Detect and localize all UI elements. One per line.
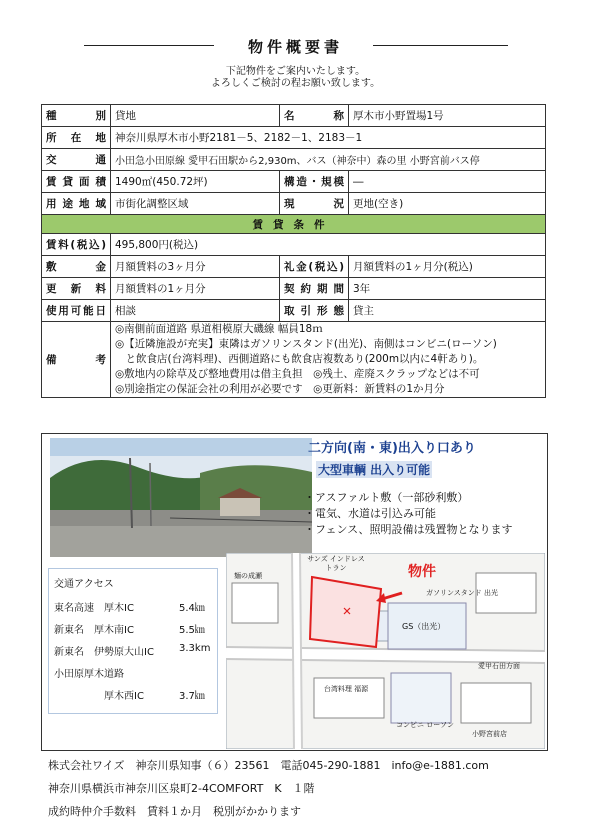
intro-line: 下記物件をご案内いたします。 (225, 66, 366, 77)
map-property-label: 物件 (408, 564, 436, 580)
name-label: 名称 (280, 105, 349, 127)
deposit-value: 月額賃料の3ヶ月分 (111, 256, 280, 278)
status-label: 現況 (280, 193, 349, 215)
map-gs-label: GS（出光） (402, 622, 446, 631)
feature-bullets (304, 490, 512, 538)
map-store-label: 麺の成瀬 (234, 572, 262, 580)
access-row-name: 小田原厚木道路 (54, 669, 124, 680)
map-direction-label: 愛甲石田方面 (478, 662, 520, 670)
rent-value: 495,800円(税込) (111, 234, 546, 256)
map-restaurant-label: サンズ インドレストラン (307, 555, 365, 572)
area-label: 賃貸面積 (42, 171, 111, 193)
area-value: 1490㎡(450.72坪) (111, 171, 280, 193)
period-value: 3年 (349, 278, 546, 300)
access-box (48, 568, 218, 714)
intro-line: よろしくご検討の程お願い致します。 (210, 78, 381, 89)
notes-label: 備考 (42, 322, 111, 398)
rent-label: 賃料(税込) (42, 234, 111, 256)
status-value: 更地(空き) (349, 193, 546, 215)
note-line: ◎【近隣施設が充実】東隣はガソリンスタンド(出光)、南側はコンビニ(ローソン) (115, 338, 497, 350)
type-value: 貸地 (111, 105, 280, 127)
zoning-value: 市街化調整区域 (111, 193, 280, 215)
deposit-label: 敷金 (42, 256, 111, 278)
access-row-dist: 5.5㎞ (179, 625, 205, 636)
transport-label: 交通 (42, 149, 111, 171)
table-row (42, 234, 546, 256)
note-line: ◎敷地内の除草及び整地費用は借主負担 ◎残土、産廃スクラップなどは不可 (115, 368, 480, 380)
feature-bullet: ・電気、水道は引込み可能 (304, 507, 436, 520)
location-label: 所在地 (42, 127, 111, 149)
access-title: 交通アクセス (54, 579, 114, 590)
section-header (42, 215, 546, 234)
access-row-dist: 5.4㎞ (179, 603, 205, 614)
transaction-label: 取引形態 (280, 300, 349, 322)
structure-value: ― (349, 171, 546, 193)
transaction-value: 貸主 (349, 300, 546, 322)
table-row (42, 322, 546, 398)
access-row-name: 新東名 厚木南IC (54, 625, 134, 636)
location-value: 神奈川県厚木市小野2181－5、2182－1、2183－1 (111, 127, 546, 149)
footer-company: 株式会社ワイズ 神奈川県知事（６）23561 電話045-290-1881 info@e-1881.com (48, 759, 489, 772)
site-photo (50, 438, 312, 557)
name-value: 厚木市小野置場1号 (349, 105, 546, 127)
renewal-value: 月額賃料の1ヶ月分 (111, 278, 280, 300)
access-row-dist: 3.3km (179, 643, 211, 654)
renewal-label: 更新料 (42, 278, 111, 300)
map-image (226, 553, 545, 749)
type-label: 種別 (42, 105, 111, 127)
feature-headline: 二方向(南・東)出入り口あり (308, 441, 476, 456)
zoning-label: 用途地域 (42, 193, 111, 215)
access-row-name: 厚木西IC (54, 691, 144, 702)
map-lawson-label: コンビニ ローソン (396, 721, 454, 729)
table-row (42, 105, 546, 127)
property-table (41, 104, 546, 398)
feature-bullet: ・フェンス、照明設備は残置物となります (304, 523, 513, 536)
table-row (42, 127, 546, 149)
feature-bullet: ・アスファルト敷（一部砂利敷） (304, 491, 469, 504)
terms-title: 賃貸条件 (42, 215, 546, 234)
note-line: ◎南側前面道路 県道相模原大磯線 幅員18ｍ (115, 323, 323, 335)
map-gas-label: ガソリンスタンド 出光 (426, 589, 499, 597)
access-row-name: 新東名 伊勢原大山IC (54, 647, 154, 658)
transport-value: 小田急小田原線 愛甲石田駅から2,930m、バス（神奈中）森の里 小野宮前バス停 (111, 149, 546, 171)
access-row-name: 東名高速 厚木IC (54, 603, 134, 614)
period-label: 契約期間 (280, 278, 349, 300)
title-area (0, 36, 591, 56)
notes-cell (111, 322, 546, 398)
note-line: ◎別途指定の保証会社の利用が必要です ◎更新料：新賃料の1か月分 (115, 383, 445, 395)
site-photo-image (50, 438, 312, 557)
available-label: 使用可能日 (42, 300, 111, 322)
available-value: 相談 (111, 300, 280, 322)
keymoney-value: 月額賃料の1ヶ月分(税込) (349, 256, 546, 278)
intro-text (0, 66, 591, 90)
site-map (226, 553, 545, 749)
structure-label: 構造・規模 (280, 171, 349, 193)
feature-subheadline: 大型車輌 出入り可能 (318, 463, 431, 477)
table-row (42, 300, 546, 322)
map-busstop-label: 小野宮前店 (472, 730, 507, 738)
table-row (42, 256, 546, 278)
footer-address: 神奈川県横浜市神奈川区泉町2-4COMFORT K １階 (48, 782, 315, 795)
note-line: と飲食店(台湾料理)、西側道路にも飲食店複数あり(200m以内に4軒あり)。 (115, 353, 484, 365)
table-row (42, 278, 546, 300)
page-title: 物件概要書 (247, 38, 343, 56)
access-row-dist: 3.7㎞ (179, 691, 205, 702)
footer-fee: 成約時仲介手数料 賃料１か月 税別がかかります (48, 805, 301, 818)
table-row (42, 193, 546, 215)
map-taiwan-label: 台湾料理 福源 (323, 685, 369, 693)
title-rule-right (373, 45, 508, 46)
keymoney-label: 礼金(税込) (280, 256, 349, 278)
table-row (42, 149, 546, 171)
table-row (42, 171, 546, 193)
